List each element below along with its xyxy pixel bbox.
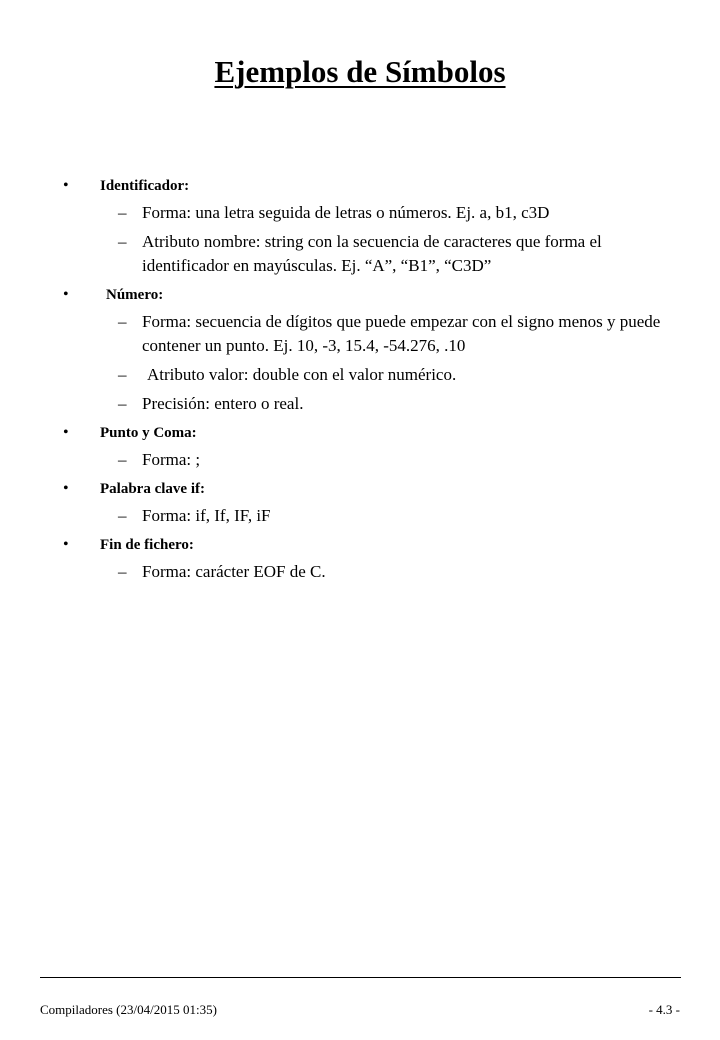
dash-icon: – (118, 232, 127, 251)
bullet-icon: • (63, 424, 69, 441)
sub-item (0, 392, 720, 416)
section-header (0, 477, 720, 501)
bullet-icon: • (63, 286, 69, 303)
section-punto-y-coma (0, 421, 720, 472)
sub-item-text: Forma: una letra seguida de letras o números. Ej. a, b1, c3D (142, 203, 550, 222)
section-fin-de-fichero (0, 533, 720, 584)
page-title: Ejemplos de Símbolos (214, 54, 506, 89)
section-header (0, 174, 720, 198)
sub-list (0, 201, 720, 278)
sub-item (0, 230, 720, 278)
sub-item (0, 363, 720, 387)
section-label: Identificador: (100, 178, 190, 194)
section-label: Número: (106, 287, 164, 303)
dash-icon: – (118, 365, 127, 384)
sub-item (0, 504, 720, 528)
bullet-icon: • (63, 536, 69, 553)
dash-icon: – (118, 506, 127, 525)
sub-item (0, 201, 720, 225)
section-identificador (0, 174, 720, 278)
sub-item (0, 310, 720, 358)
dash-icon: – (118, 562, 127, 581)
dash-icon: – (118, 450, 127, 469)
section-header (0, 533, 720, 557)
section-label: Punto y Coma: (100, 425, 197, 441)
sub-item-text: Forma: ; (142, 450, 201, 469)
sub-item-text: Atributo nombre: string con la secuencia de caracteres que forma el identificador en mayúsculas. Ej. “A”, “B1”, “C3D” (142, 232, 602, 275)
footer-course-label: Compiladores (23/04/2015 01:35) (40, 1002, 217, 1017)
sub-item (0, 448, 720, 472)
section-header (0, 283, 720, 307)
section-label: Palabra clave if: (100, 481, 205, 497)
dash-icon: – (118, 394, 127, 413)
section-label: Fin de fichero: (100, 537, 194, 553)
bullet-icon: • (63, 177, 69, 194)
dash-icon: – (118, 203, 127, 222)
sub-item-text: Precisión: entero o real. (142, 394, 304, 413)
sub-item-text: Atributo valor: double con el valor numérico. (147, 365, 457, 384)
sub-list (0, 560, 720, 584)
sub-item-text: Forma: carácter EOF de C. (142, 562, 326, 581)
sub-list (0, 504, 720, 528)
footer-divider (40, 977, 681, 978)
sub-item-text: Forma: secuencia de dígitos que puede empezar con el signo menos y puede contener un punto. Ej. 10, -3, 15.4, -54.276, .10 (142, 312, 661, 355)
section-palabra-clave-if (0, 477, 720, 528)
sub-list (0, 448, 720, 472)
dash-icon: – (118, 312, 127, 331)
sub-item (0, 560, 720, 584)
sub-list (0, 310, 720, 416)
bullet-icon: • (63, 480, 69, 497)
symbol-list (0, 174, 720, 589)
section-numero (0, 283, 720, 416)
sub-item-text: Forma: if, If, IF, iF (142, 506, 271, 525)
page-number: - 4.3 - (648, 1002, 680, 1017)
section-header (0, 421, 720, 445)
